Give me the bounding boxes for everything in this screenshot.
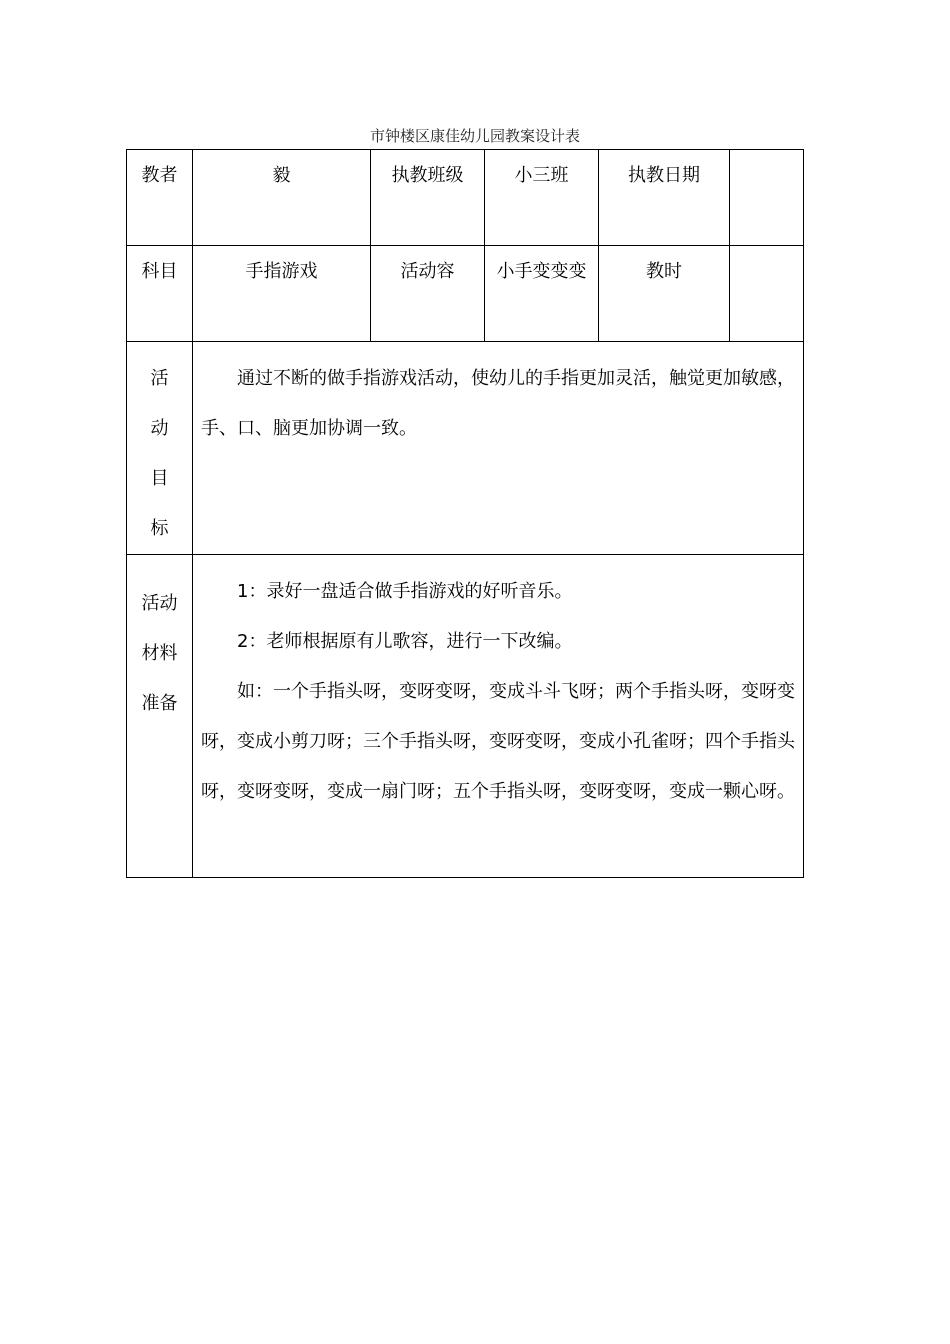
materials-text-cell — [193, 555, 804, 878]
table-row-goal — [127, 342, 804, 555]
lesson-plan-table — [126, 149, 804, 878]
content-label: 活动容 — [371, 246, 485, 342]
class-value: 小三班 — [485, 150, 599, 246]
goal-label-char: 活 — [150, 368, 169, 389]
goal-text-cell — [193, 342, 804, 555]
teacher-value: 毅 — [193, 150, 371, 246]
materials-label-line: 准备 — [141, 693, 178, 714]
table-row-materials — [127, 555, 804, 878]
subject-value: 手指游戏 — [193, 246, 371, 342]
hours-label: 教时 — [599, 246, 730, 342]
class-label: 执教班级 — [371, 150, 485, 246]
goal-label-char: 目 — [150, 468, 169, 489]
goal-text: 通过不断的做手指游戏活动，使幼儿的手指更加灵活，触觉更加敏感，手、口、脑更加协调一致。 — [201, 368, 795, 439]
materials-item: 2：老师根据原有儿歌容，进行一下改编。 — [237, 631, 573, 652]
materials-item: 如：一个手指头呀，变呀变呀，变成斗斗飞呀；两个手指头呀，变呀变呀，变成小剪刀呀；三个手指头呀，变呀变呀，变成小孔雀呀；四个手指头呀，变呀变呀，变成一扇门呀；五个手指头呀，变呀变呀，变成一颗心呀。 — [201, 681, 795, 802]
date-value — [730, 150, 804, 246]
teacher-label: 教者 — [127, 150, 193, 246]
table-row-teacher — [127, 150, 804, 246]
materials-label-line: 材料 — [141, 643, 178, 664]
materials-label-line: 活动 — [141, 593, 178, 614]
subject-label: 科目 — [127, 246, 193, 342]
materials-label — [127, 555, 193, 878]
content-value: 小手变变变 — [485, 246, 599, 342]
goal-label-char: 动 — [150, 418, 169, 439]
table-row-subject — [127, 246, 804, 342]
date-label: 执教日期 — [599, 150, 730, 246]
materials-item: 1：录好一盘适合做手指游戏的好听音乐。 — [237, 581, 573, 602]
hours-value — [730, 246, 804, 342]
goal-label — [127, 342, 193, 555]
document-title: 市钟楼区康佳幼儿园教案设计表 — [369, 127, 580, 145]
goal-label-char: 标 — [150, 518, 169, 539]
